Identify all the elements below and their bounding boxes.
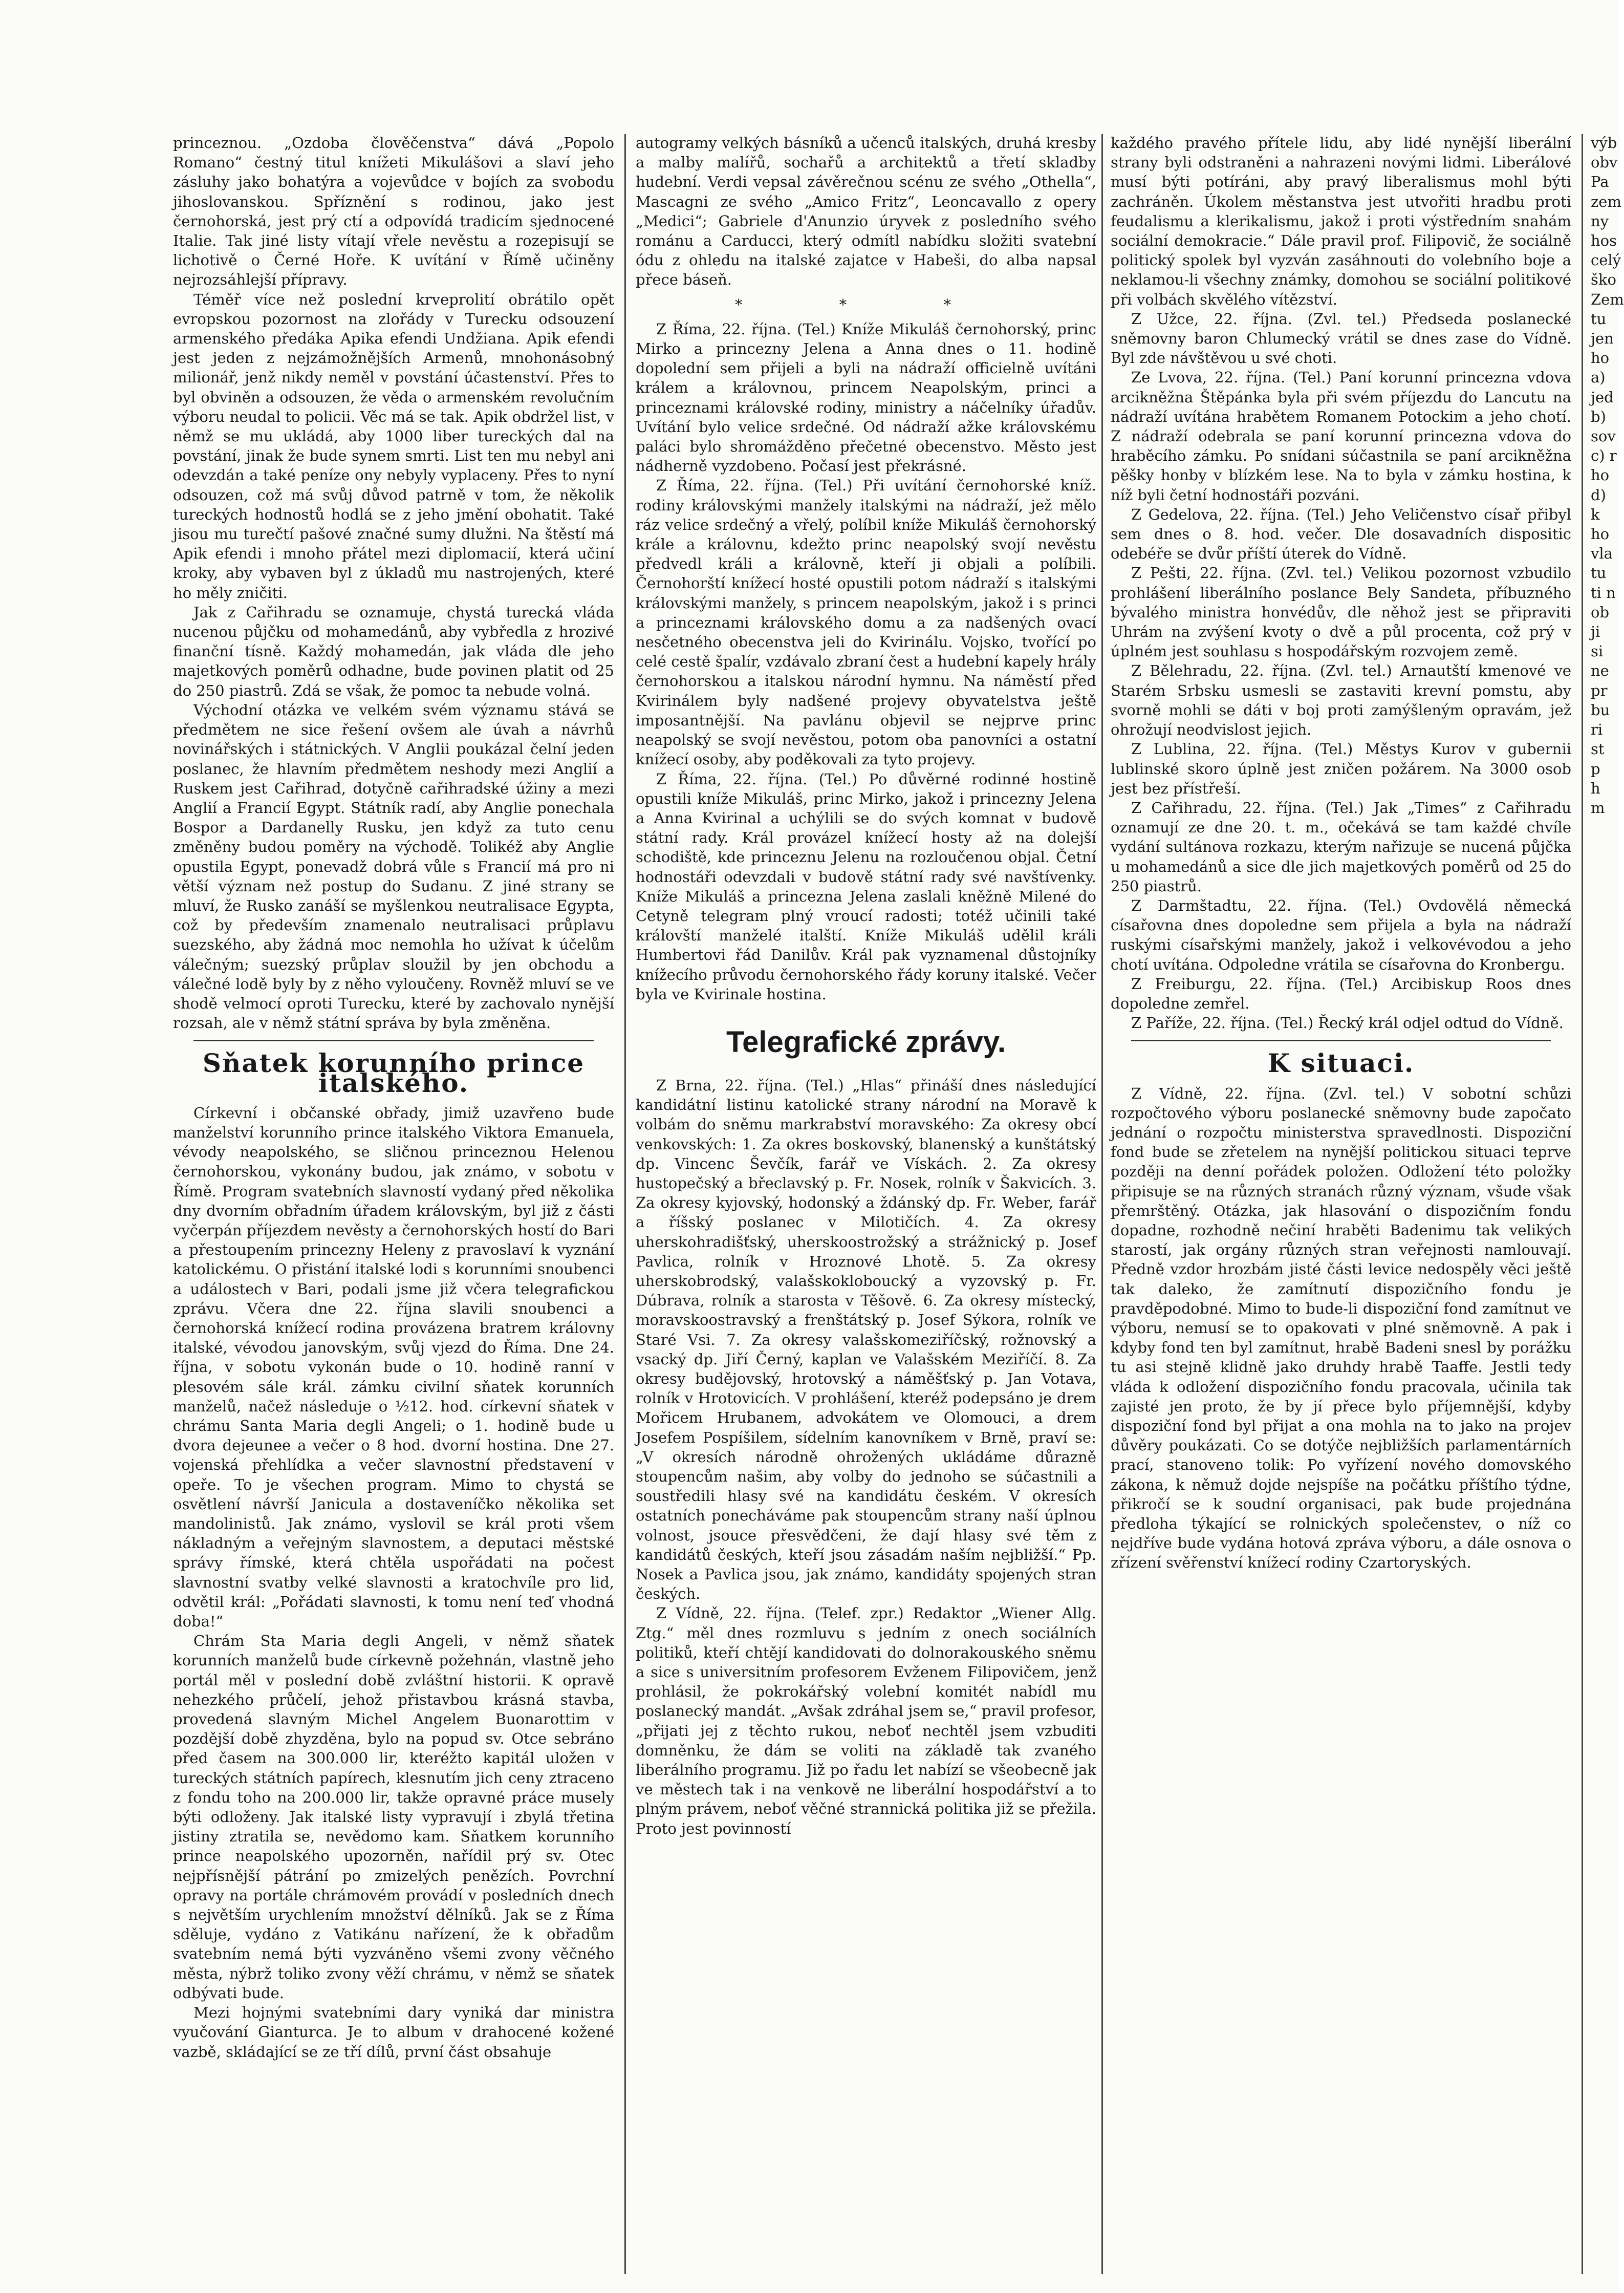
edge-fragment: obv [1591, 154, 1618, 172]
edge-fragment: ho [1591, 466, 1610, 484]
edge-fragment: hos [1591, 232, 1617, 250]
paragraph: Z Pešti, 22. října. (Zvl. tel.) Velikou pozornost vzbudilo prohlášení liberálního poslance Bely Sandeta, příbuzného bývalého ministra honvédův, dle něhož jest se připraviti Uhrám na zvýšení kvoty o dvě a půl procenta, což prý v úplném jest souhlasu s hospodářským rozvojem země. [1111, 564, 1571, 660]
edge-fragment: výb [1591, 134, 1617, 152]
paragraph: Z Vídně, 22. října. (Telef. zpr.) Redaktor „Wiener Allg. Ztg.“ měl dnes rozmluvu s jedním z onech sociálních politiků, kteří chtějí kandidovati do dolnorakouského sněmu a sice s universitním profesorem Evženem Filipovičem, jenž prohlásil, že pokrokářský volební komitét nabídl mu poslanecký mandát. „Avšak zdráhal jsem se,“ pravil profesor, „přijati jej z těchto rukou, neboť nechtěl jsem vzbuditi domněnku, že dám se voliti na základě tak zvaného liberálního programu. Již po řadu let nabízí se všeobecně jak ve městech tak i na venkově ne liberální hospodářství a to plným právem, neboť věčné strannická politika již se přežila. Proto jest povinností [636, 1604, 1096, 1837]
edge-fragment: Zem [1591, 290, 1624, 308]
paragraph: Z Říma, 22. října. (Tel.) Po důvěrné rodinné hostině opustili kníže Mikuláš, princ Mirko, jakož i princezny Jelena a Anna Kvirinal a uchýlili se do svých komnat v budově státní rady. Král provázel knížecí hosty až na dolejší schodiště, kde princeznu Jelenu na rozloučenou objal. Četní hodnostáři odevzdali v budově státní rady své navštívenky. Kníže Mikuláš a princezna Jelena zaslali kněžně Milené do Cetyně telegram plný vroucí radosti; totéž učinili také královští manželé italští. Kníže Mikuláš udělil králi Humbertovi řád Danilův. Král pak vyznamenal důstojníky knížecího průvodu černohorského řády koruny italské. Večer byla ve Kvirinale hostina. [636, 770, 1096, 1003]
paragraph: Z Paříže, 22. října. (Tel.) Řecký král odjel odtud do Vídně. [1131, 1014, 1564, 1032]
edge-fragment: p [1591, 760, 1600, 778]
edge-fragment: vla [1591, 545, 1613, 563]
edge-fragment: ho [1591, 525, 1610, 543]
paragraph: Ze Lvova, 22. října. (Tel.) Paní korunní princezna vdova arcikněžna Štěpánka byla při svém příjezdu do Lancutu na nádraží uvítána hrabětem Romanem Potockim a jeho chotí. Z nádraží odebrala se paní korunní princezna vdova do hraběcího zámku. Po snídani súčastnila se paní arcikněžna pěšky honby v blízkém lese. Na to byla v zámku hostina, k níž byli četní hodnostáři pozváni. [1111, 369, 1571, 504]
edge-fragment: ny [1591, 212, 1609, 230]
paragraph: Z Freiburgu, 22. října. (Tel.) Arcibiskup Roos dnes dopoledne zemřel. [1111, 975, 1571, 1012]
paragraph: Z Bělehradu, 22. října. (Zvl. tel.) Arnautští kmenové ve Starém Srbsku usmesli se zastaviti krevní pomstu, aby svorně mohli se dáti v boj proti zamýšleným opravám, jež ohrožují neodvislost jejich. [1111, 662, 1571, 739]
section-heading: Telegrafické zprávy. [726, 1025, 1006, 1059]
column-2 [636, 133, 1096, 2273]
edge-fragment: Pa [1591, 173, 1609, 191]
paragraph: Chrám Sta Maria degli Angeli, v němž sňatek korunních manželů bude církevně požehnán, vlastně jeho portál měl v poslední době zvláštní historii. K opravě nehezkého průčelí, jehož přistavbou krásná stavba, provedená slavným Michel Angelem Buonarottim v pozdější době zhyzděna, bylo na popud sv. Otce sebráno před časem na 300.000 lir, kteréžto kapitál uložen v tureckých státních papírech, klesnutím jich ceny ztraceno z fondu toho na 200.000 lir, takže opravné práce musely býti odloženy. Jak italské listy vypravují i zbylá třetina jistiny ztratila se, nevědomo kam. Sňatkem korunního prince neapolského upozorněn, nařídil prý sv. Otec nejpřísnější pátrání po zmizelých penězích. Povrchní opravy na portále chrámovém provádí v posledních dnech s největším urychlením množství dělníků. Jak se z Říma sděluje, vydáno z Vatikánu nařízení, že k obřadům svatebním nemá býti vyzváněno všemi zvony věčného města, nýbrž toliko zvony věží chrámu, v němž se sňatek odbývati bude. [173, 1632, 614, 2002]
edge-fragment: sov [1591, 427, 1616, 445]
paragraph: Z Gedelova, 22. října. (Tel.) Jeho Veličenstvo císař přibyl sem dnes o 8. hod. večer. Dle dosavadních dispositic odebéře se dvůr příští úterek do Vídně. [1111, 505, 1571, 563]
separator-stars: * * * [735, 295, 997, 313]
edge-fragment: tu [1591, 310, 1607, 328]
divider [193, 1040, 594, 1041]
paragraph: Z Užce, 22. října. (Zvl. tel.) Předseda poslanecké sněmovny baron Chlumecký vrátil se dnes zase do Vídně. Byl zde návštěvou u své choti. [1111, 310, 1571, 367]
column-1 [173, 133, 614, 2273]
column-4-edge [1591, 133, 1624, 2273]
edge-fragment: jen [1591, 330, 1614, 348]
edge-fragment: ho [1591, 349, 1610, 367]
paragraph: Téměř více než poslední krveprolití obrátilo opět evropskou pozornost na zlořády v Turecku odsouzení armenského předáka Apika efendi Undžiana. Apik efendi jest jeden z nejzámožnějších Armenů, mnohonásobný milionář, jenž nikdy neměl v povstání účastenství. Přes to byl obviněn a odsouzen, že věda o armenském revolučním výboru neudal to policii. Věc má se tak. Apik obdržel list, v němž se mu ukládá, aby 1000 liber tureckých dal na povstání, jinak že bude synem smrti. List ten mu nebyl ani odevzdán a také peníze ony nebyly vyplaceny. Přes to nyní odsouzen, což má svůj důvod patrně v tom, že několik tureckých hodnostů hodlá se z jeho jmění obohatit. Také jisou mu turečtí pašové značné sumy dlužni. Na štěstí má Apik efendi i mnoho přátel mezi diplomacií, která učiní kroky, aby vybaven byl z úkladů mu nastrojených, které ho měly zničiti. [173, 290, 614, 602]
paragraph: Z Lublina, 22. října. (Tel.) Městys Kurov v gubernii lublinské skoro úplně jest zničen požárem. Na 3000 osob jest bez přístřeší. [1111, 740, 1571, 797]
paragraph: Východní otázka ve velkém svém významu stává se předmětem ne sice řešení ovšem ale úvah a návrhů novinářských i státnických. V Anglii poukázal čelní jeden poslanec, že hlavním předmětem neshody mezi Anglií a Ruskem jest Cařihrad, dotyčně cařihradské úžiny a mezi Anglií a Francií Egypt. Státník radí, aby Anglie ponechala Bospor a Dardanelly Rusku, jen když za tuto cenu změněny budou poměry na východě. Tolikéž aby Anglie opustila Egypt, ponevadž dobrá vůle s Francií má pro ni větší význam než postup do Sudanu. Z jiné strany se mluví, že Rusko zanáší se myšlenkou neutralisace Egypta, což by především znamenalo neutralisaci průplavu suezského, aby žádná moc nemohla ho užívat k účelům válečným; suezský průplav sloužil by jen obchodu a válečné lodě byly by z něho vyloučeny. Rovněž mluví se ve shodě velmocí oproti Turecku, které by zachovalo nynější rozsah, ale v němž státní správa by byla změněna. [173, 701, 614, 1032]
edge-fragment: zem [1591, 192, 1621, 210]
paragraph: Mezi hojnými svatebními dary vyniká dar ministra vyučování Gianturca. Je to album v drahocené kožené vazbě, skládající se ze tří dílů, první část obsahuje [173, 2004, 614, 2061]
edge-fragment: ško [1591, 271, 1616, 289]
paragraph: Z Říma, 22. října. (Tel.) Kníže Mikuláš černohorský, princ Mirko a princezny Jelena a Anna dnes o 11. hodině dopolední sem přijeli a byli na nádraží officielně uvítáni králem a královnou, princem Neapolským, princi a princeznami královské rodiny, ministry a náčelníky úřadův. Uvítání bylo velice srdečné. Od nádraží ažke královskému paláci bylo shromážděno přečetné obecenstvo. Město jest nádherně vyzdobeno. Počasí jest překrásné. [636, 320, 1096, 475]
edge-fragment: st [1591, 740, 1605, 758]
section-heading: K situaci. [1267, 1048, 1415, 1079]
edge-fragment: celý [1591, 251, 1621, 269]
paragraph: Z Vídně, 22. října. (Zvl. tel.) V sobotní schůzi rozpočtového výboru poslanecké sněmovny bude započato jednání o rozpočtu ministerstva spravedlnosti. Dispoziční fond bude se zřetelem na nynější politickou situaci teprve později na denní pořádek položen. Odložení této položky připisuje se na různých stranách různý význam, všude však přemrštěný. Otázka, jak hlasování o dispozičním fondu dopadne, rozhodně nečiní hraběti Badenimu tak velikých starostí, jak orgány různých stran veřejnosti namlouvají. Předně vzdor hrozbám jisté části levice nedospěly věci ještě tak daleko, že zamítnutí dispozičního fondu je pravděpodobné. Mimo to bude-li dispoziční fond zamítnut ve výboru, nemusí se to opakovati v plné sněmovně. A pak i kdyby fond ten byl zamítnut, hrabě Badeni snesl by porážku tu asi stejně klidně jako druhdy hrabě Taaffe. Jestli tedy vláda k odložení dispozičního fondu pracovala, učinila tak zajisté jen proto, že by jí přece bylo příjemnější, kdyby dispoziční fond byl přijat a ona mohla na to jako na projev důvěry poukázati. Co se dotýče nejbližších parlamentárních prací, stanoveno tolik: Po vyřízení nového domovského zákona, k němuž dojde nejspíše na počátku příštího týdne, přikročí se k soudní organisaci, pak bude projednána předloha týkající se rolnických společenstev, o níž co nejdříve bude vydána hotová zpráva výboru, a dále osnova o zřízení svěřenství knížecí rodiny Czartoryských. [1111, 1084, 1571, 1572]
divider [1131, 1040, 1551, 1041]
edge-fragment: a) [1591, 369, 1606, 387]
column-3 [1111, 133, 1571, 2273]
edge-fragment: tu [1591, 564, 1607, 582]
column-rule [1582, 134, 1583, 2274]
edge-fragment: m [1591, 799, 1605, 817]
edge-fragment: d) k [1591, 486, 1606, 523]
paragraph: každého pravého přítele lidu, aby lidé nynější liberální strany byli odstraněni a nahrazeni novými lidmi. Liberálové musí býti potíráni, aby pravý liberalismus mohl býti zachráněn. Úkolem městanstva jest utvořiti hradbu proti feudalismu a klerikalismu, jakož i proti výstředním snahám sociální demokracie.“ Dále pravil prof. Filipovič, že sociálně politický spolek byl vyzván zasáhnouti do volebního boje a neklamou-li všechny známky, domohou se sociální politikové při volbách skvělého vítězství. [1111, 134, 1571, 308]
section-heading: Sňatek korunního prince italského. [202, 1048, 585, 1098]
paragraph: princeznou. „Ozdoba člověčenstva“ dává „Popolo Romano“ čestný titul knížeti Mikulášovi a slaví jeho zásluhy jako bohatýra a vojevůdce v bojích za svobodu jihoslovanskou. Spříznění s rodinou, jako jest černohorská, jest prý ctí a odpovídá tradicím sjednocené Italie. Tak jiné listy vítají vřele nevěstu a rozepisují se lichotivě o Černé Hoře. K uvítání v Římě učiněny nejrozsáhlejší přípravy. [173, 134, 614, 289]
paragraph: Jak z Cařihradu se oznamuje, chystá turecká vláda nucenou půjčku od mohamedánů, aby vybředla z hrozivé finanční tísně. Každý mohamedán, jak vláda dle jeho majetkových poměrů odhadne, bude povinen platit od 25 do 250 piastrů. Zdá se však, že pomoc ta nebude volná. [173, 603, 614, 699]
edge-fragment: ti n [1591, 584, 1616, 602]
edge-fragment: h [1591, 779, 1600, 797]
paragraph: Z Brna, 22. října. (Tel.) „Hlas“ přináší dnes následující kandidátní listinu katolické strany národní na Moravě k volbám do sněmu markrabství moravského: Za okresy obcí venkovských: 1. Za okres boskovský, blanenský a kunštátský dp. Vincenc Ševčík, farář ve Vískách. 2. Za okresy hustopečský a břeclavský p. Fr. Nosek, rolník v Šakvicích. 3. Za okresy kyjovský, hodonský a ždánský dp. Fr. Weber, farář a říšský poslanec v Milotičích. 4. Za okresy uherskohradišťský, uherskoostrožský a strážnický p. Josef Pavlica, rolník v Hroznové Lhotě. 5. Za okresy uherskobrodský, valašskokloboucký a vyzovský p. Fr. Dúbrava, rolník a starosta v Těšově. 6. Za okresy místecký, moravskoostravský a frenštátský p. Josef Sýkora, rolník ve Staré Vsi. 7. Za okresy valašskomeziříčský, rožnovský a vsacký dp. Jiří Černý, kaplan ve Valašském Meziříčí. 8. Za okresy budějovský, hrotovský a náměšťský p. Jan Votava, rolník v Hrotovicích. V prohlášení, kteréž podepsáno je drem Mořicem Hrubanem, advokátem ve Olomouci, a drem Josefem Pospíšilem, sídelním kanovníkem v Brně, praví se: „V okresích národně ohrožených ukládáme důrazně stoupencům našim, aby volby do jednoho se súčastnili a soustředili hlasy své na kandidátu českém. V okresích ostatních ponecháváme pak stoupencům strany naší úplnou volnost, jsouce přesvědčeni, že dají hlasy své těm z kandidátů českých, kteří jsou zásadám naším nejbližší.“ Pp. Nosek a Pavlica jsou, jak známo, kandidáty spojených stran českých. [636, 1076, 1096, 1603]
column-rule [1101, 134, 1103, 2274]
edge-fragment: ne [1591, 662, 1609, 680]
edge-fragment: ji [1591, 623, 1600, 641]
paragraph: Z Říma, 22. října. (Tel.) Při uvítání černohorské kníž. rodiny královskými manžely italskými na nádraží, jež mělo ráz velice srdečný a vřelý, políbil kníže Mikuláš černohorský krále a královnu, kdežto princ neapolský svojí nevěstu předvedl králi a královně, kteří ji objali a políbili. Černohorští knížecí hosté opustili potom nádraží s italskými královskými manžely, s princem neapolským, jakož i s princi a princeznami královského domu a za nadšených ovací nesčetného obecenstva jeli do Kvirinálu. Vojsko, tvořící po celé cestě špalír, vzdávalo zbraní čest a hudební kapely hrály černohorskou a italskou národní hymnu. Na náměstí před Kvirinálem byly nadšené projevy obyvatelstva ještě imposantnější. Na pavlánu objevil se nejprve princ neapolský se svojí nevěstou, potom oba panovníci a ostatní knížecí osoby, aby poděkovali za tyto projevy. [636, 477, 1096, 768]
edge-fragment: ri [1591, 721, 1603, 739]
edge-fragment: jed [1591, 388, 1614, 406]
edge-fragment: pr [1591, 681, 1608, 699]
edge-fragment: bu [1591, 701, 1610, 719]
paragraph: Z Cařihradu, 22. října. (Tel.) Jak „Times“ z Cařihradu oznamují ze dne 20. t. m., očekává se tam každé chvíle vydání sultánova rozkazu, kterým nařizuje se nucená půjčka u mohamedánů a sice dle jich majetkových poměrů od 25 do 250 piastrů. [1111, 799, 1571, 895]
edge-fragment: ob [1591, 603, 1610, 621]
edge-fragment: si [1591, 642, 1604, 660]
edge-fragment: c) r [1591, 447, 1617, 465]
paragraph: Církevní i občanské obřady, jimiž uzavřeno bude manželství korunního prince italského Viktora Emanuela, vévody neapolského, se sličnou princeznou Helenou černohorskou, vykonány budou, jak známo, v sobotu v Římě. Program svatebních slavností vydaný před několika dny dvorním obřadním úřadem královským, byl již z části vyčerpán příjezdem nevěsty a černohorských hostí do Bari a přestoupením princezny Heleny z pravoslaví k vyznání katolickému. O přistání italské lodi s korunními snoubenci a událostech v Bari, podali jsme již včera telegrafickou zprávu. Včera dne 22. října slavili snoubenci a černohorská knížecí rodina provázena bratrem královny italské, vévodou janovským, svůj vjezd do Říma. Dne 24. října, v sobotu vykonán bude o 10. hodině ranní v plesovém sále král. zámku civilní sňatek korunních manželů, načež následuje o ½12. hod. církevní sňatek v chrámu Santa Maria degli Angeli; o 1. hodině bude u dvora dejeunee a večer o 8 hod. dvorní hostina. Dne 27. vojenská přehlídka a večer slavnostní představení v opeře. To je všechen program. Mimo to chystá se osvětlení návrší Janicula a dostaveníčko několika set mandolinistů. Jak známo, vyslovil se král proti všem nákladným a veřejným slavnostem, a deputaci městské správy římské, která chtěla uspořádati na počest slavnostní svatby velké slavnosti a kratochvíle pro lid, odvětil král: „Pořádati slavnosti, k tomu není teď vhodná doba!“ [173, 1104, 614, 1631]
paragraph: Z Darmštadtu, 22. října. (Tel.) Ovdovělá německá císařovna dnes dopoledne sem přijela a byla na nádraží ruskými císařskými manžely, jakož i velkovévodou a jeho chotí uvítána. Odpoledne vrátila se císařovna do Kronbergu. [1111, 896, 1571, 973]
paragraph: autogramy velkých básníků a učenců italských, druhá kresby a malby malířů, sochařů a architektů a třetí skladby hudební. Verdi vepsal závěrečnou scénu ze svého „Othella“, Mascagni ze svého „Amico Fritz“, Leoncavallo z opery „Medici“; Gabriele d'Anunzio úryvek z posledního svého románu a Carducci, který odmítl nabídku složiti svatební ódu z ohledu na italské zajatce v Habeši, do alba napsal přece báseň. [636, 134, 1096, 289]
edge-fragment: b) [1591, 408, 1606, 425]
column-rule [624, 134, 626, 2274]
